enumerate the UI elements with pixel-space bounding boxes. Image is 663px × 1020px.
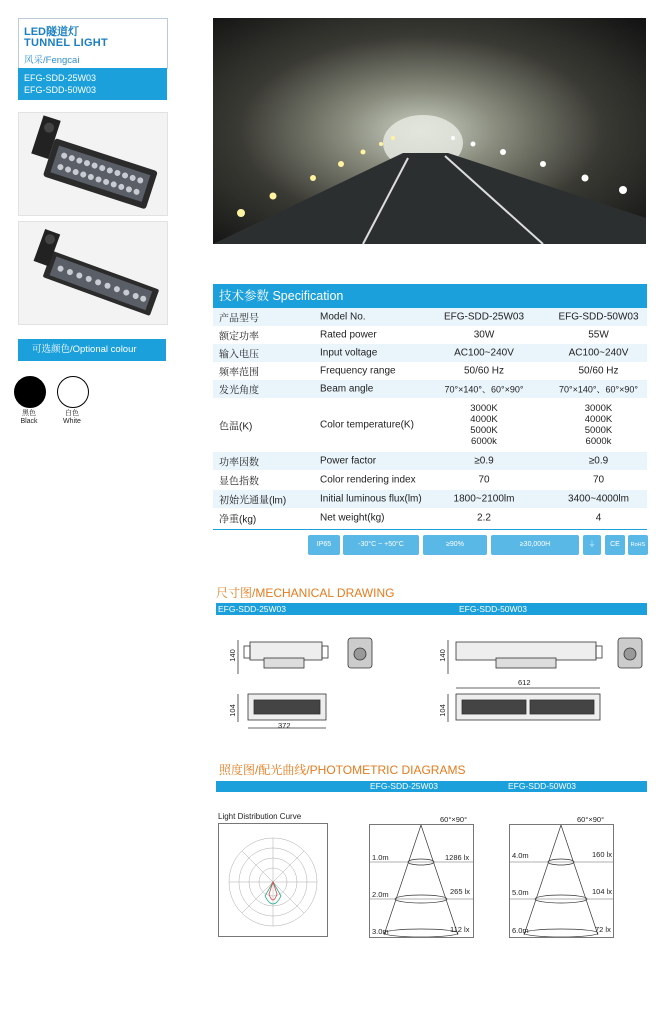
cone-b-lux-3: 72 lx	[595, 925, 611, 934]
illuminance-cone-50w	[509, 824, 614, 938]
cone-b-dist-1: 4.0m	[512, 851, 529, 860]
light-distribution-label: Light Distribution Curve	[218, 812, 302, 821]
spec-row-model: 产品型号 Model No. EFG-SDD-25W03 EFG-SDD-50W03	[213, 308, 647, 326]
product-photo-50w	[18, 221, 168, 325]
photometric-title: 照度图/配光曲线/PHOTOMETRIC DIAGRAMS	[219, 763, 466, 777]
cone-a-dist-3: 3.0m	[372, 927, 389, 936]
spec-row-frequency: 频率范围 Frequency range 50/60 Hz 50/60 Hz	[219, 365, 619, 379]
product-title-cn: LED隧道灯	[24, 26, 79, 38]
light-distribution-curve	[218, 823, 328, 937]
cone-b-dist-3: 6.0m	[512, 926, 529, 935]
dim-width-25w: 372	[278, 721, 291, 730]
rohs-badge: RoHS	[628, 535, 648, 555]
spec-row-color-temperature: 色温(K) Color temperature(K) 3000K 4000K 5000K 6000k 3000K 4000K 5000K 6000k	[219, 403, 613, 447]
humidity-badge: ≥90%	[423, 535, 487, 555]
mechanical-drawing-title: 尺寸图/MECHANICAL DRAWING	[216, 586, 395, 600]
cone-a-lux-1: 1286 lx	[445, 853, 470, 862]
ce-badge: CE	[605, 535, 625, 555]
spec-row-net-weight: 净重(kg) Net weight(kg) 2.2 4	[219, 512, 602, 526]
photometric-model-bar: EFG-SDD-25W03 EFG-SDD-50W03	[216, 781, 647, 792]
optional-colour-header: 可选颜色/Optional colour	[18, 339, 166, 361]
cone-a-dist-2: 2.0m	[372, 890, 389, 899]
dim-width-50w: 612	[518, 678, 531, 687]
illuminance-cone-25w	[369, 824, 474, 938]
spec-row-luminous-flux: 初始光通量(lm) Initial luminous flux(lm) 1800~2100lm 3400~4000lm	[213, 490, 647, 508]
spec-row-power: 额定功率 Rated power 30W 55W	[219, 329, 609, 343]
product-title-en: TUNNEL LIGHT	[24, 37, 109, 49]
cone-b-lux-2: 104 lx	[592, 887, 613, 896]
dim-height-50w: 140	[437, 649, 447, 662]
cone-a-angle: 60°×90°	[440, 815, 468, 824]
tunnel-application-photo	[213, 18, 646, 244]
specification-header: 技术参数 Specification	[213, 284, 647, 308]
cone-b-lux-1: 160 lx	[592, 850, 613, 859]
dim-depth-25w: 104	[227, 704, 237, 717]
dim-height-25w: 140	[227, 649, 237, 662]
cone-b-angle: 60°×90°	[577, 815, 605, 824]
black-colour-swatch	[14, 376, 46, 408]
mechanical-model-bar: EFG-SDD-25W03 EFG-SDD-50W03	[216, 603, 647, 615]
spec-row-voltage: 输入电压 Input voltage AC100~240V AC100~240V	[213, 344, 647, 362]
cone-a-lux-3: 112 lx	[450, 925, 470, 934]
product-photo-25w	[18, 112, 168, 216]
dim-depth-50w: 104	[437, 704, 447, 717]
spec-bottom-divider	[213, 529, 647, 530]
cone-a-lux-2: 265 lx	[450, 887, 471, 896]
model-25w: EFG-SDD-25W03	[24, 73, 97, 83]
spec-row-cri: 显色指数 Color rendering index 70 70	[219, 474, 605, 488]
white-colour-label: 白色 White	[63, 410, 81, 425]
brand-name: 风采/Fengcai	[24, 55, 80, 66]
lifetime-badge: ≥30,000H	[491, 535, 579, 555]
cone-a-dist-1: 1.0m	[372, 853, 389, 862]
model-list-box	[18, 68, 167, 100]
spec-row-power-factor: 功率因数 Power factor ≥0.9 ≥0.9	[213, 452, 647, 470]
black-colour-label: 黑色 Black	[20, 410, 38, 425]
ip65-badge: IP65	[308, 535, 340, 555]
ground-icon: ⏚	[583, 535, 601, 555]
cone-b-dist-2: 5.0m	[512, 888, 529, 897]
product-title-box	[18, 18, 168, 69]
model-50w: EFG-SDD-50W03	[24, 85, 97, 95]
white-colour-swatch	[57, 376, 89, 408]
spec-row-beam-angle: 发光角度 Beam angle 70°×140°、60°×90° 70°×140°、60°×90°	[213, 380, 647, 398]
temperature-badge: -30°C ~ +50°C	[343, 535, 419, 555]
